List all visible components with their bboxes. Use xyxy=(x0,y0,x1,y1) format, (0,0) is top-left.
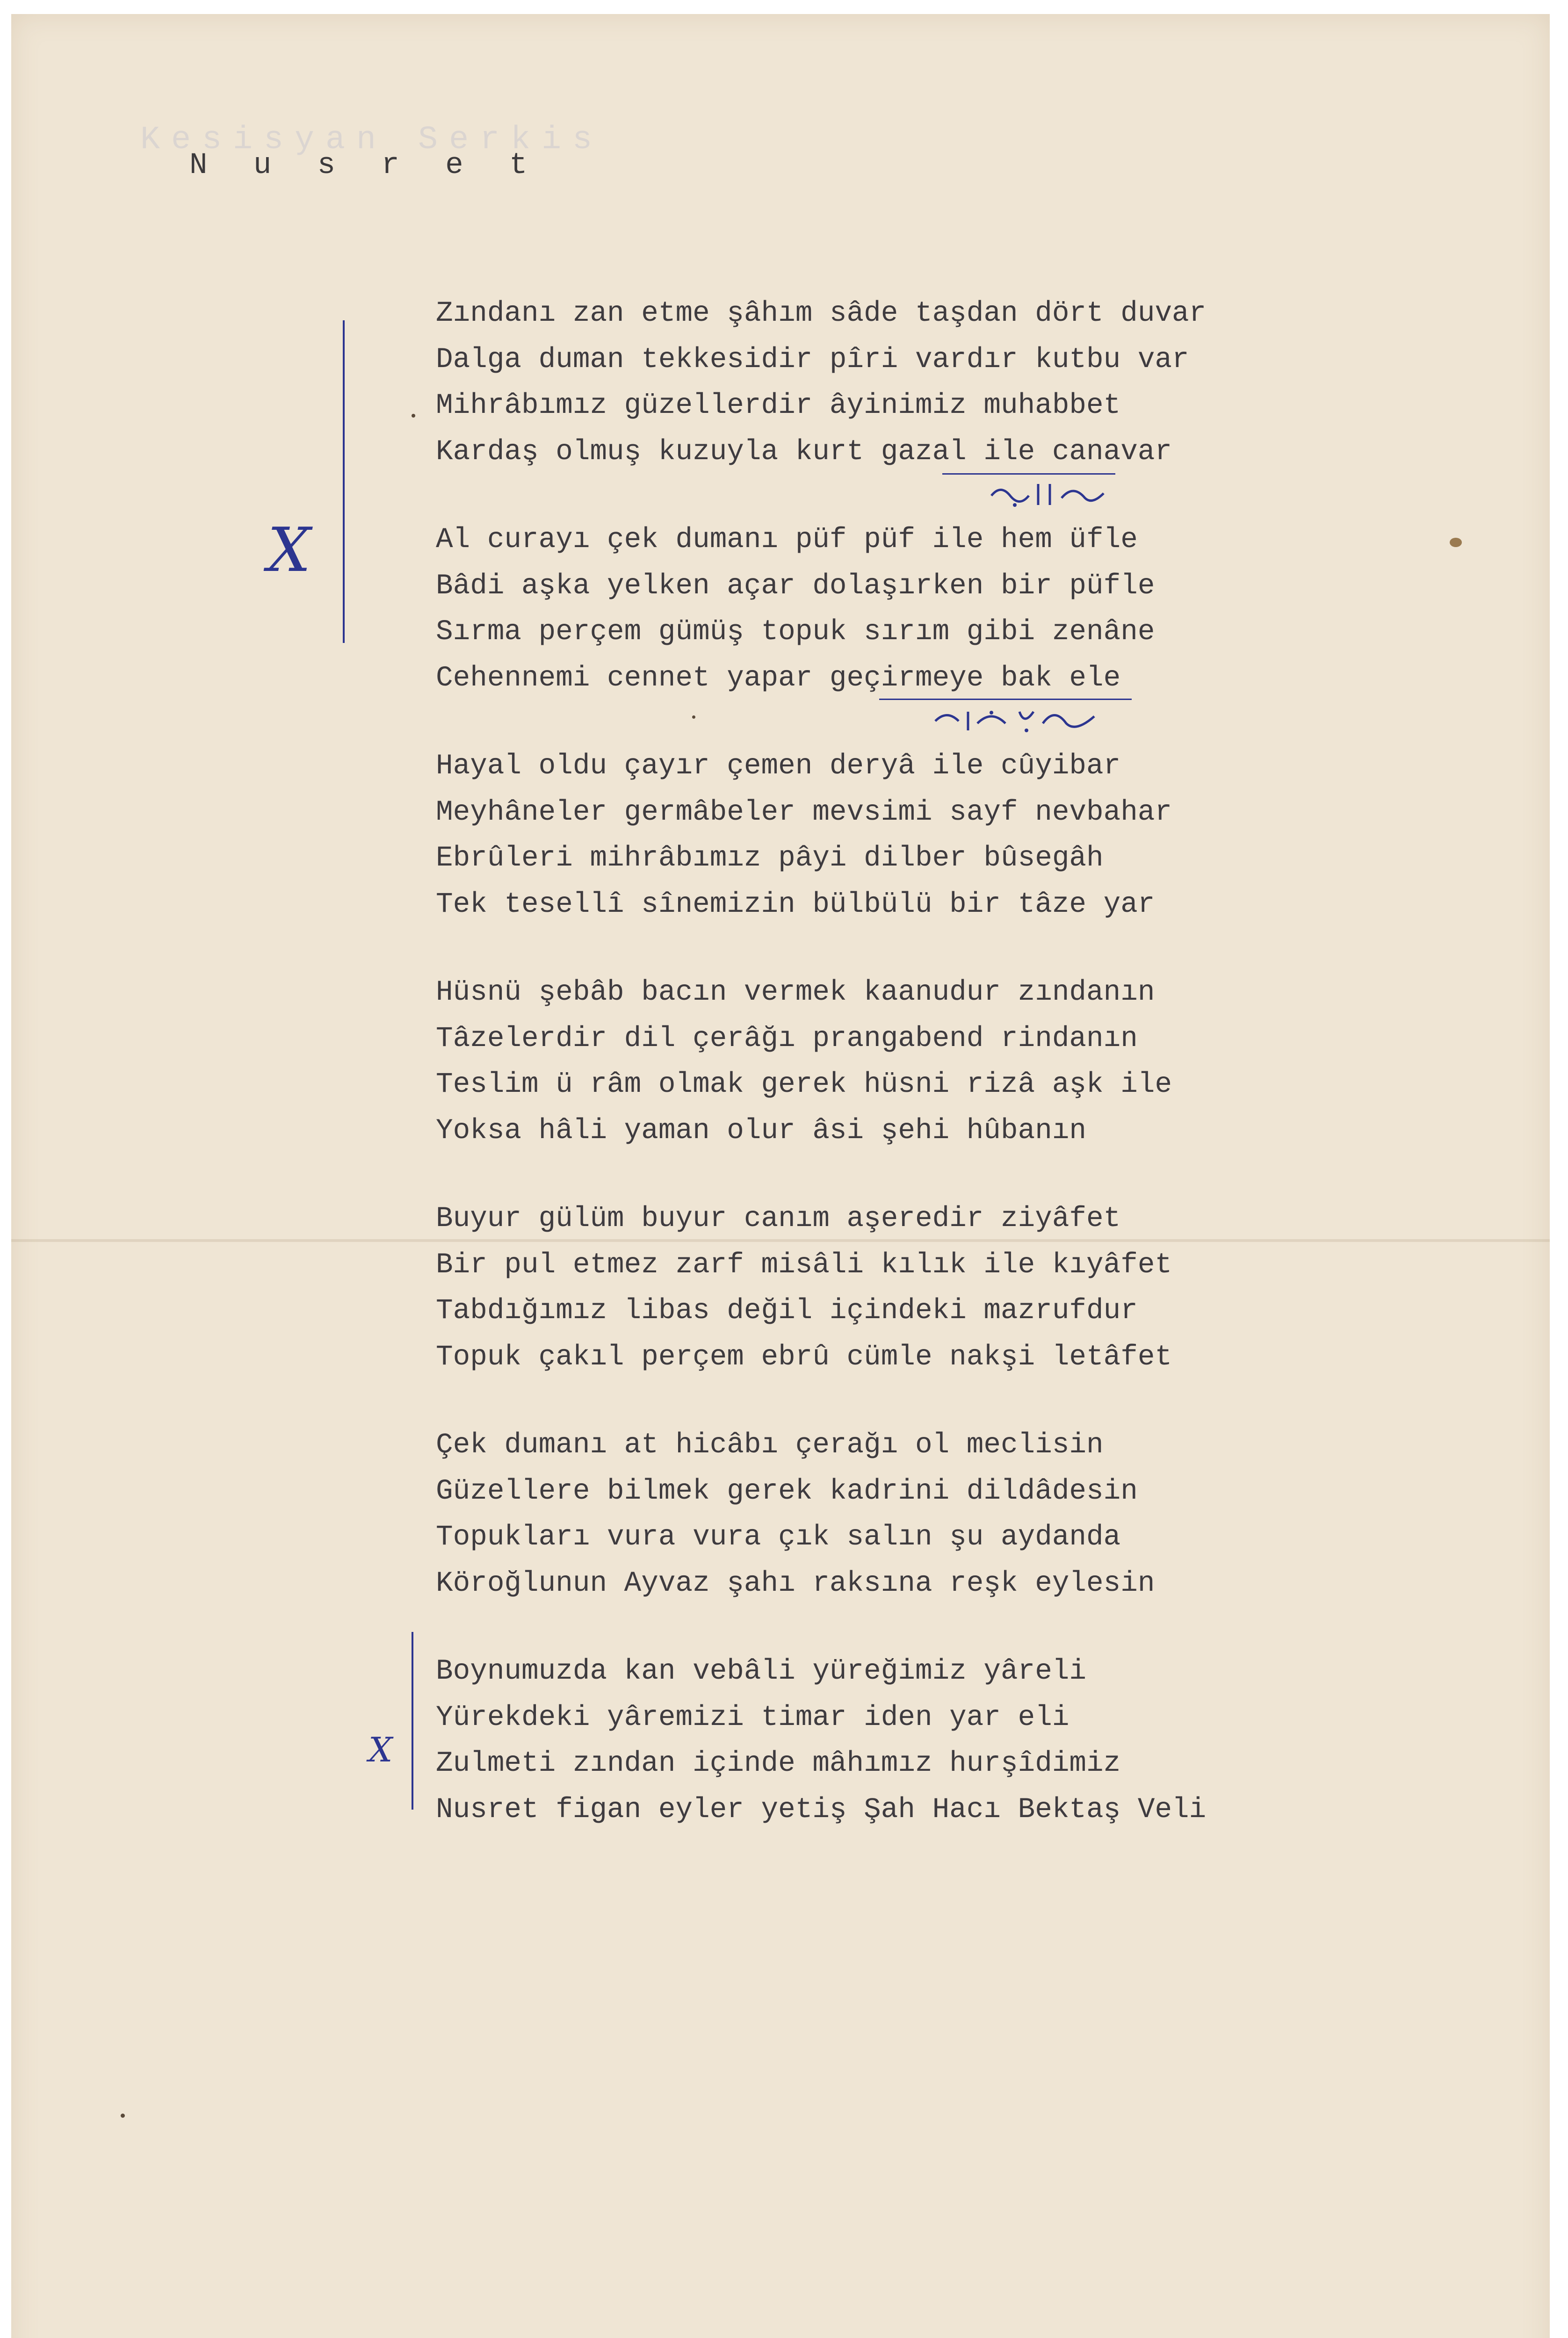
poem-body xyxy=(436,291,1511,1875)
poem-line: Topuk çakıl perçem ebrû cümle nakşi letâfet xyxy=(436,1341,1172,1373)
poem-line: Güzellere bilmek gerek kadrini dildâdesin xyxy=(436,1475,1138,1508)
stanza-3 xyxy=(436,743,1511,928)
underline-gazal-ile xyxy=(942,473,1115,475)
paper-speck xyxy=(412,414,415,418)
bleed-through-text: Kesisyan Serkis xyxy=(140,122,604,159)
poem-line: Çek dumanı at hicâbı çerağı ol meclisin xyxy=(436,1429,1104,1461)
poem-line: Sırma perçem gümüş topuk sırım gibi zenâne xyxy=(436,616,1155,648)
stanza-1 xyxy=(436,291,1511,475)
poem-line: Zulmeti zından içinde mâhımız hurşîdimiz xyxy=(436,1747,1121,1780)
poem-line: Bir pul etmez zarf misâli kılık ile kıyâfet xyxy=(436,1248,1172,1281)
poem-line: Ebrûleri mihrâbımız pâyi dilber bûsegâh xyxy=(436,842,1104,874)
poem-line: Dalga duman tekkesidir pîri vardır kutbu var xyxy=(436,343,1189,376)
poem-line: Nusret figan eyler yetiş Şah Hacı Bektaş Veli xyxy=(436,1793,1207,1826)
poem-line: Tabdığımız libas değil içindeki mazrufdur xyxy=(436,1295,1138,1327)
document-title: N u s r e t xyxy=(189,149,542,182)
poem-line: Cehennemi cennet yapar geçirmeye bak ele xyxy=(436,662,1121,694)
poem-line: Mihrâbımız güzellerdir âyinimiz muhabbet xyxy=(436,390,1121,422)
poem-line: Teslim ü râm olmak gerek hüsni rizâ aşk ile xyxy=(436,1068,1172,1101)
stanza-5 xyxy=(436,1196,1511,1380)
poem-line: Tek tesellî sînemizin bülbülü bir tâze yar xyxy=(436,888,1155,921)
margin-x-mark-upper: X xyxy=(267,514,311,585)
poem-line: Hayal oldu çayır çemen deryâ ile cûyibar xyxy=(436,750,1121,782)
margin-x-mark-lower: X xyxy=(369,1730,393,1769)
poem-line: Zındanı zan etme şâhım sâde taşdan dört duvar xyxy=(436,297,1207,330)
poem-line: Yoksa hâli yaman olur âsi şehi hûbanın xyxy=(436,1114,1087,1147)
poem-line: Buyur gülüm buyur canım aşeredir ziyâfet xyxy=(436,1203,1121,1235)
stanza-2 xyxy=(436,517,1511,701)
stanza-7 xyxy=(436,1649,1511,1833)
poem-line: Boynumuzda kan vebâli yüreğimiz yâreli xyxy=(436,1655,1087,1688)
margin-bracket-lower xyxy=(412,1632,413,1810)
paper-speck xyxy=(692,715,695,719)
poem-line: Meyhâneler germâbeler mevsimi sayf nevbahar xyxy=(436,796,1172,829)
poem-line: Yürekdeki yâremizi timar iden yar eli xyxy=(436,1701,1069,1734)
poem-line: Hüsnü şebâb bacın vermek kaanudur zındanın xyxy=(436,976,1155,1009)
margin-bracket-upper xyxy=(343,320,345,643)
poem-line: Al curayı çek dumanı püf püf ile hem üfle xyxy=(436,524,1138,556)
underline-gecirmeye-bak xyxy=(879,699,1132,700)
paper-speck xyxy=(121,2114,125,2118)
poem-line: Köroğlunun Ayvaz şahı raksına reşk eylesin xyxy=(436,1567,1155,1600)
poem-line: Bâdi aşka yelken açar dolaşırken bir püfle xyxy=(436,570,1155,602)
stanza-4 xyxy=(436,970,1511,1154)
poem-line: Tâzelerdir dil çerâğı prangabend rindanın xyxy=(436,1022,1138,1055)
handwritten-gloss-2 xyxy=(931,702,1108,735)
stanza-6 xyxy=(436,1422,1511,1607)
poem-line: Kardaş olmuş kuzuyla kurt gazal ile canavar xyxy=(436,435,1172,468)
paper-speck xyxy=(1450,538,1462,547)
poem-line: Topukları vura vura çık salın şu aydanda xyxy=(436,1521,1121,1553)
handwritten-gloss-1 xyxy=(987,477,1118,510)
